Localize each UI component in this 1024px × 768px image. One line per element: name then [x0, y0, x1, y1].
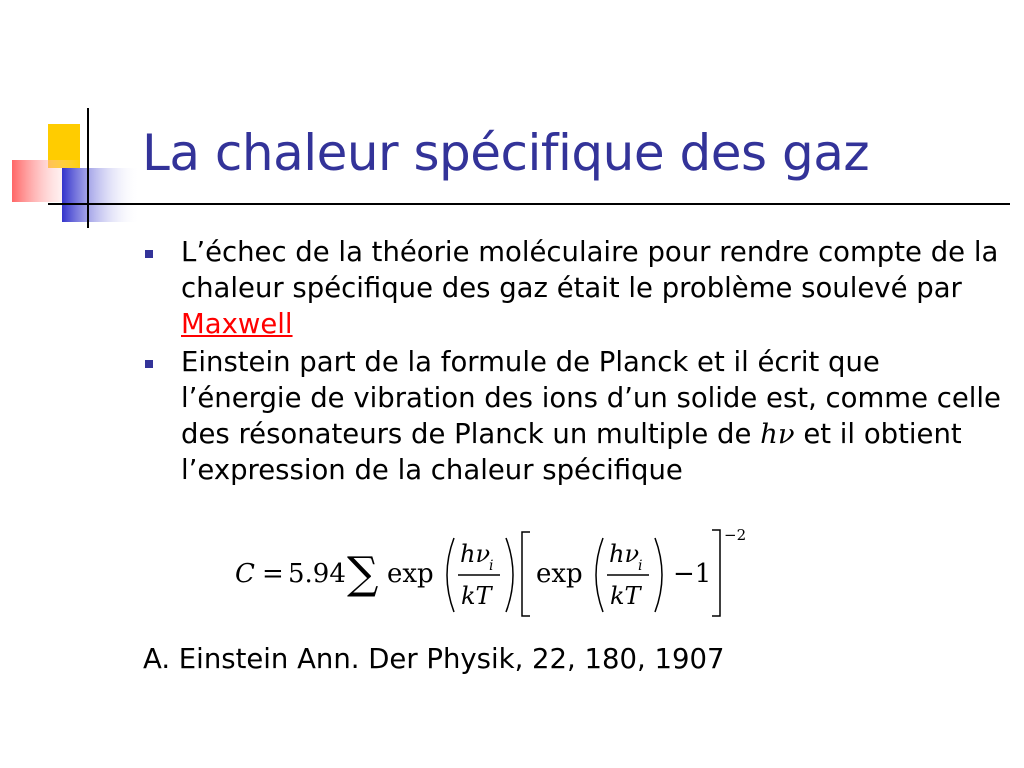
formula-subscript-1: i	[489, 558, 494, 574]
formula-exp-2: exp	[536, 559, 583, 589]
formula-denominator-1: kT	[461, 582, 492, 610]
formula-sum: ∑	[347, 548, 379, 599]
formula-lhs: C	[235, 559, 255, 589]
formula-exp-1: exp	[387, 559, 434, 589]
bullet-item-2	[142, 344, 1002, 488]
formula-exponent: −2	[724, 526, 747, 544]
maxwell-link[interactable]: Maxwell	[181, 308, 293, 340]
square-bullet-icon	[145, 250, 153, 258]
formula-subscript-2: i	[638, 558, 643, 574]
formula-minus-one: −1	[673, 559, 712, 589]
formula-numerator-2: hν	[609, 540, 640, 568]
formula-constant: 5.94	[288, 559, 346, 589]
bullet-list	[142, 234, 1002, 490]
title-underline	[48, 203, 1010, 205]
corner-decoration	[0, 0, 140, 230]
formula-denominator-2: kT	[610, 582, 641, 610]
square-bullet-icon	[145, 360, 153, 368]
bullet-item-1	[142, 234, 1002, 342]
specific-heat-formula	[230, 520, 750, 620]
formula-numerator-1: hν	[460, 540, 491, 568]
reference-citation: A. Einstein Ann. Der Physik, 22, 180, 1907	[143, 643, 725, 675]
slide-title: La chaleur spécifique des gaz	[142, 124, 870, 182]
bullet-text-2-after: et il obtient l’expression de la chaleur spécifique	[181, 418, 962, 486]
bullet-text-2-before: Einstein part de la formule de Planck et il écrit que l’énergie de vibration des ions d’un solide est, comme celle des résonateurs de Planck un multiple de	[181, 346, 1001, 450]
formula-equals: =	[262, 559, 284, 589]
h-nu-symbol: hν	[760, 418, 795, 450]
bullet-text-1: L’échec de la théorie moléculaire pour rendre compte de la chaleur spécifique des gaz était le problème soulevé par	[181, 236, 999, 304]
